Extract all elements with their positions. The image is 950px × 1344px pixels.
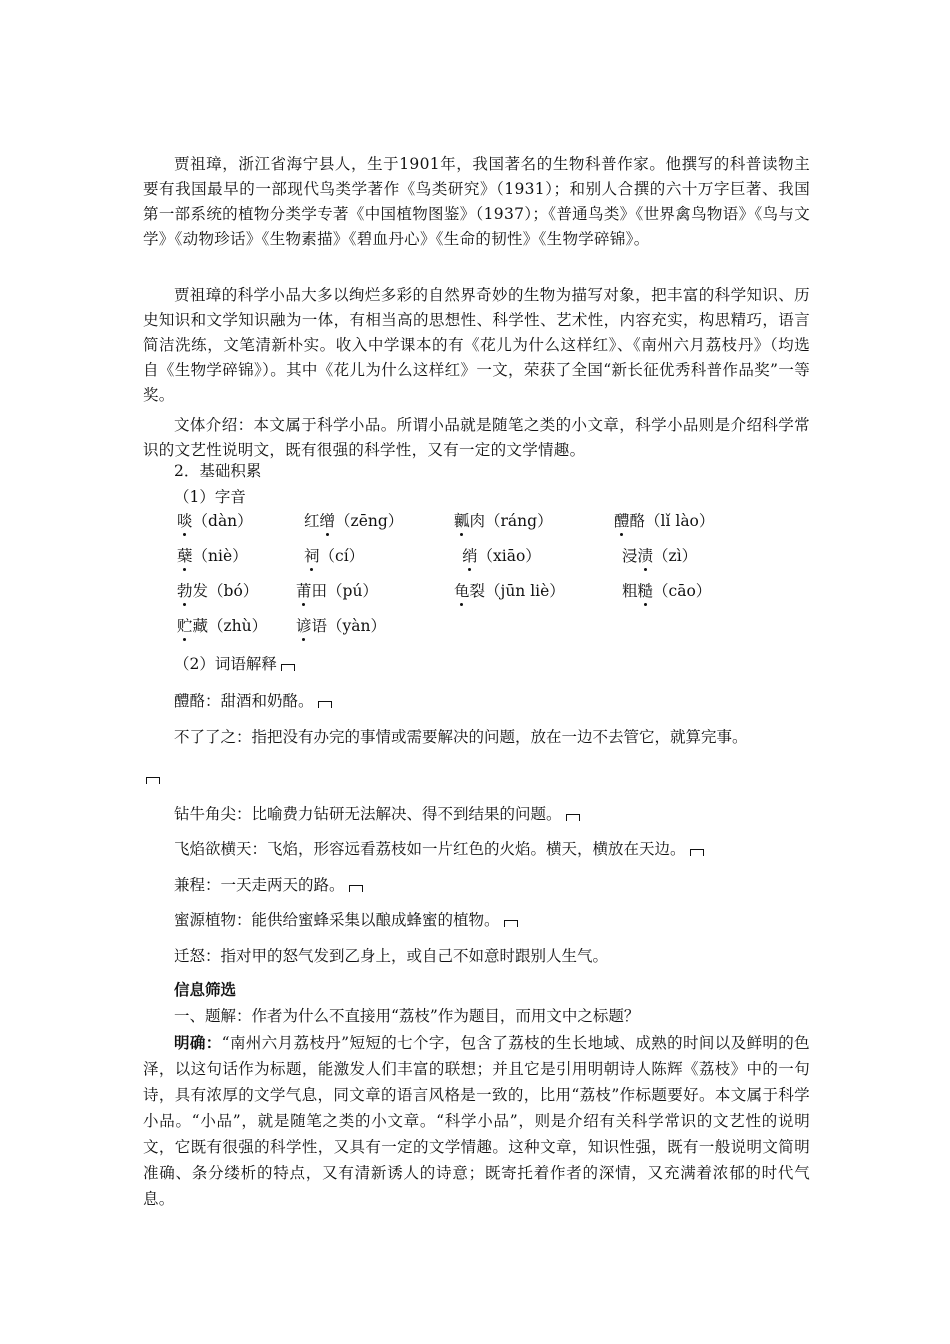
pinyin-item: 祠（cí） [304,547,365,565]
pinyin-item: 龟裂（jūn liè） [454,582,565,600]
pinyin-item: 贮藏（zhù） [177,617,268,635]
anchor-mark [349,885,363,892]
author-style-paragraph: 贾祖璋的科学小品大多以绚烂多彩的自然界奇妙的生物为描写对象，把丰富的科学知识、历史知识和文学知识融为一体，有相当高的思想性、科学性、艺术性，内容充实，构思精巧，语言简洁洗练，文笔清新朴实。收入中学课本的有《花儿为什么这样红》、《南州六月荔枝丹》（均选自《生物学碎锦》）。其中《花儿为什么这样红》一文，荣获了全国“新长征优秀科普作品奖”一等奖。 [143,286,810,404]
pinyin-item: 啖（dàn） [177,512,253,530]
vocab-item: 不了了之：指把没有办完的事情或需要解决的问题，放在一边不去管它，就算完事。 [174,728,748,746]
author-intro-paragraph: 贾祖璋，浙江省海宁县人，生于1901年，我国著名的生物科普作家。他撰写的科普读物主要有我国最早的一部现代鸟类学著作《鸟类研究》（1931）；和别人合撰的六十万字巨著、我国第一部系统的植物分类学专著《中国植物图鉴》（1937）；《普通鸟类》《世界禽鸟物语》《鸟与文学》《动物珍话》《生物素描》《碧血丹心》《生命的韧性》《生物学碎锦》。 [143,155,810,248]
vocab-item: 钻牛角尖：比喻费力钻研无法解决、得不到结果的问题。 [174,803,580,825]
vocab-item: 兼程：一天走两天的路。 [174,874,363,896]
section-info-heading: 信息筛选 [174,980,237,999]
answer-text: “南州六月荔枝丹”短短的七个字，包含了荔枝的生长地域、成熟的时间以及鲜明的色泽，以这句话作为标题，能激发人们丰富的联想；并且它是引用明朝诗人陈辉《荔枝》中的一句诗，具有浓厚的文学气息，同文章的语言风格是一致的，比用“荔枝”作标题要好。本文属于科学小品。“小品”，就是随笔之类的小文章。“科学小品”，则是介绍有关科学常识的文艺性的说明文，它既有很强的科学性，又具有一定的文学情趣。这种文章，知识性强，既有一般说明文简明准确、条分缕析的特点，又有清新诱人的诗意；既寄托着作者的深情，又充满着浓郁的时代气息。 [143,1034,810,1208]
pinyin-item: 绡（xiāo） [462,547,541,565]
subsection-vocab-heading: （2）词语解释 [174,653,295,675]
pinyin-item: 莆田（pú） [296,582,378,600]
vocab-item: 飞焰欲横天：飞焰，形容远看荔枝如一片红色的火焰。横天，横放在天边。 [174,838,704,860]
anchor-mark [690,849,704,856]
answer-label: 明确： [174,1033,222,1052]
anchor-mark [281,664,295,671]
pinyin-item: 勃发（bó） [177,582,259,600]
section-basics-heading: 2．基础积累 [174,462,262,480]
pinyin-item: 浸渍（zì） [622,547,698,565]
pinyin-item: 瓤肉（ráng） [454,512,553,530]
anchor-mark [146,777,160,784]
anchor-mark [318,701,332,708]
anchor-mark [504,920,518,927]
anchor-mark [566,814,580,821]
question-line: 一、题解：作者为什么不直接用“荔枝”作为题目，而用文中之标题？ [174,1007,640,1025]
pinyin-item: 谚语（yàn） [296,617,386,635]
vocab-item: 蜜源植物：能供给蜜蜂采集以酿成蜂蜜的植物。 [174,909,518,931]
pinyin-item: 蘖（niè） [177,547,248,565]
subsection-pinyin-heading: （1）字音 [174,488,246,506]
pinyin-item: 红缯（zēng） [304,512,404,530]
vocab-item: 迁怒：指对甲的怒气发到乙身上，或自己不如意时跟别人生气。 [174,947,609,965]
genre-intro-paragraph: 文体介绍：本文属于科学小品。所谓小品就是随笔之类的小文章，科学小品则是介绍科学常识的文艺性说明文，既有很强的科学性，又有一定的文学情趣。 [143,416,810,459]
pinyin-item: 醴酪（lǐ lào） [614,512,715,530]
vocab-item: 醴酪：甜酒和奶酪。 [174,690,332,712]
answer-paragraph [143,1030,810,1212]
pinyin-item: 粗糙（cāo） [622,582,712,600]
